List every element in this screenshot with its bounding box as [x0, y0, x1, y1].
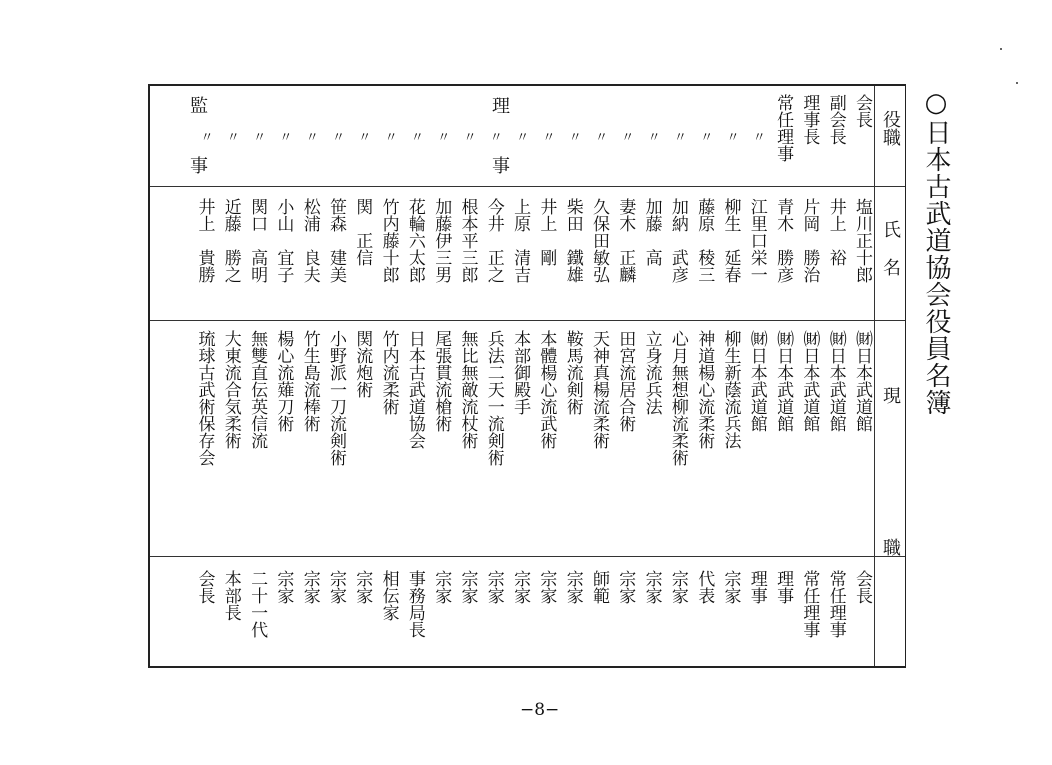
page-number: −8−	[520, 700, 560, 720]
row-job: 本部御殿手	[510, 330, 531, 415]
row-name: 井上 貴勝	[194, 198, 215, 283]
row-job2: 宗家	[457, 570, 478, 604]
divider-job	[150, 556, 905, 557]
section-label-riji2: 事	[489, 156, 510, 174]
row-role-ditto: 〃	[644, 130, 660, 143]
row-name: 根本平三郎	[457, 198, 478, 283]
row-role-ditto: 〃	[434, 130, 450, 143]
row-job2: 宗家	[641, 570, 662, 604]
section-label-kanji: 監	[187, 96, 208, 114]
row-job: 神道楊心流柔術	[694, 330, 715, 449]
row-name: 江里口栄一	[746, 198, 767, 283]
row-job: 無雙直伝英信流	[247, 330, 268, 449]
header-name-a: 氏	[880, 220, 901, 238]
row-name: 花輪六太郎	[404, 198, 425, 283]
row-role: 会長	[852, 94, 872, 128]
row-job2: 師範	[589, 570, 609, 604]
row-job: 兵法二天一流剣術	[483, 330, 504, 466]
row-role-ditto: 〃	[618, 130, 634, 143]
row-role-ditto: 〃	[197, 130, 213, 143]
row-role-ditto: 〃	[697, 130, 713, 143]
row-job2: 常任理事	[799, 570, 820, 638]
row-name: 加藤 高	[641, 198, 662, 266]
row-job2: 相伝家	[378, 570, 399, 621]
row-name: 加藤伊三男	[431, 198, 452, 283]
row-job: 竹生島流棒術	[299, 330, 320, 432]
divider-role	[150, 186, 905, 187]
row-name: 井上 剛	[536, 198, 557, 266]
officer-table	[148, 84, 906, 668]
row-job2: 代表	[694, 570, 715, 604]
row-job2: 会長	[852, 570, 872, 604]
row-job: ㈶日本武道館	[852, 330, 872, 432]
row-role-ditto: 〃	[592, 130, 607, 143]
row-job: 日本古武道協会	[404, 330, 425, 449]
row-role-ditto: 〃	[250, 130, 266, 143]
header-name-b: 名	[880, 258, 901, 276]
row-role: 副会長	[825, 94, 846, 145]
row-job2: 理事	[746, 570, 767, 604]
divider-name	[150, 320, 905, 321]
row-name: 関口 高明	[247, 198, 268, 283]
row-role-ditto: 〃	[723, 130, 739, 143]
row-role-ditto: 〃	[329, 130, 344, 143]
row-job: ㈶日本武道館	[799, 330, 820, 432]
row-name: 柳生 延春	[720, 198, 741, 283]
row-job: 心月無想柳流柔術	[667, 330, 688, 466]
row-name: 松浦 良夫	[299, 198, 320, 283]
row-role: 常任理事	[773, 94, 794, 162]
row-job2: 宗家	[483, 570, 504, 604]
row-job: 柳生新蔭流兵法	[720, 330, 741, 449]
row-role-ditto: 〃	[749, 130, 765, 143]
row-job: 大東流合気柔術	[220, 330, 241, 449]
row-name: 片岡 勝治	[799, 198, 820, 283]
row-role-ditto: 〃	[670, 130, 686, 143]
row-name: 加納 武彦	[667, 198, 688, 283]
row-job: 関流炮術	[352, 330, 373, 398]
row-job: 楊心流薙刀術	[273, 330, 294, 432]
row-job2: 会長	[194, 570, 215, 604]
row-role-ditto: 〃	[381, 130, 397, 143]
row-job2: 宗家	[326, 570, 346, 604]
row-job: 天神真楊流柔術	[589, 330, 609, 449]
row-role-ditto: 〃	[460, 130, 476, 143]
row-name: 井上 裕	[825, 198, 846, 266]
row-job: 立身流兵法	[641, 330, 662, 415]
row-job2: 宗家	[352, 570, 373, 604]
row-job2: 宗家	[431, 570, 452, 604]
row-name: 今井 正之	[483, 198, 504, 283]
row-role-ditto: 〃	[276, 130, 292, 143]
row-job2: 宗家	[615, 570, 636, 604]
row-job2: 宗家	[536, 570, 557, 604]
section-label-riji: 理	[489, 96, 510, 114]
row-name: 竹内藤十郎	[378, 198, 399, 283]
row-job2: 常任理事	[825, 570, 846, 638]
header-job-a: 現	[880, 386, 901, 404]
row-role-ditto: 〃	[223, 130, 239, 143]
row-name: 妻木 正麟	[615, 198, 636, 283]
row-name: 柴田 鐵雄	[562, 198, 583, 283]
row-job2: 宗家	[667, 570, 688, 604]
page-title: ○日本古武道協会役員名簿	[921, 88, 951, 416]
row-job2: 二十一代	[247, 570, 268, 638]
row-name: 上原 清吉	[510, 198, 531, 283]
row-job: 本體楊心流武術	[536, 330, 557, 449]
row-job: 小野派一刀流剣術	[326, 330, 346, 466]
row-name: 久保田敏弘	[589, 198, 609, 283]
row-name: 近藤 勝之	[220, 198, 241, 283]
scan-speck	[1000, 48, 1002, 50]
row-job: 竹内流柔術	[378, 330, 399, 415]
row-job: 田宮流居合術	[615, 330, 636, 432]
header-job-b: 職	[880, 538, 901, 556]
row-role-ditto: 〃	[355, 130, 371, 143]
row-job2: 理事	[773, 570, 794, 604]
row-name: 関 正信	[352, 198, 373, 266]
row-job: 尾張貫流槍術	[431, 330, 452, 432]
row-job: 無比無敵流杖術	[457, 330, 478, 449]
row-name: 笹森 建美	[326, 198, 346, 283]
row-job2: 宗家	[510, 570, 531, 604]
row-job: ㈶日本武道館	[825, 330, 846, 432]
row-job: 琉球古武術保存会	[194, 330, 215, 466]
row-name: 塩川正十郎	[852, 198, 872, 283]
row-role-ditto: 〃	[539, 130, 555, 143]
header-column-divider	[874, 86, 875, 666]
row-role-ditto: 〃	[486, 130, 502, 143]
row-role-ditto: 〃	[513, 130, 529, 143]
row-job: 鞍馬流剣術	[562, 330, 583, 415]
row-job2: 宗家	[562, 570, 583, 604]
row-job2: 本部長	[220, 570, 241, 621]
row-name: 青木 勝彦	[773, 198, 794, 283]
row-role-ditto: 〃	[302, 130, 318, 143]
row-job2: 宗家	[273, 570, 294, 604]
row-name: 小山 宜子	[273, 198, 294, 283]
row-role: 理事長	[799, 94, 820, 145]
row-job2: 事務局長	[404, 570, 425, 638]
section-label-kanji2: 事	[187, 156, 208, 174]
row-job2: 宗家	[299, 570, 320, 604]
row-job2: 宗家	[720, 570, 741, 604]
row-job: ㈶日本武道館	[746, 330, 767, 432]
row-name: 藤原 稜三	[694, 198, 715, 283]
scan-speck	[1016, 82, 1018, 84]
row-job: ㈶日本武道館	[773, 330, 794, 432]
header-role: 役職	[880, 110, 901, 146]
row-role-ditto: 〃	[565, 130, 581, 143]
row-role-ditto: 〃	[407, 130, 423, 143]
